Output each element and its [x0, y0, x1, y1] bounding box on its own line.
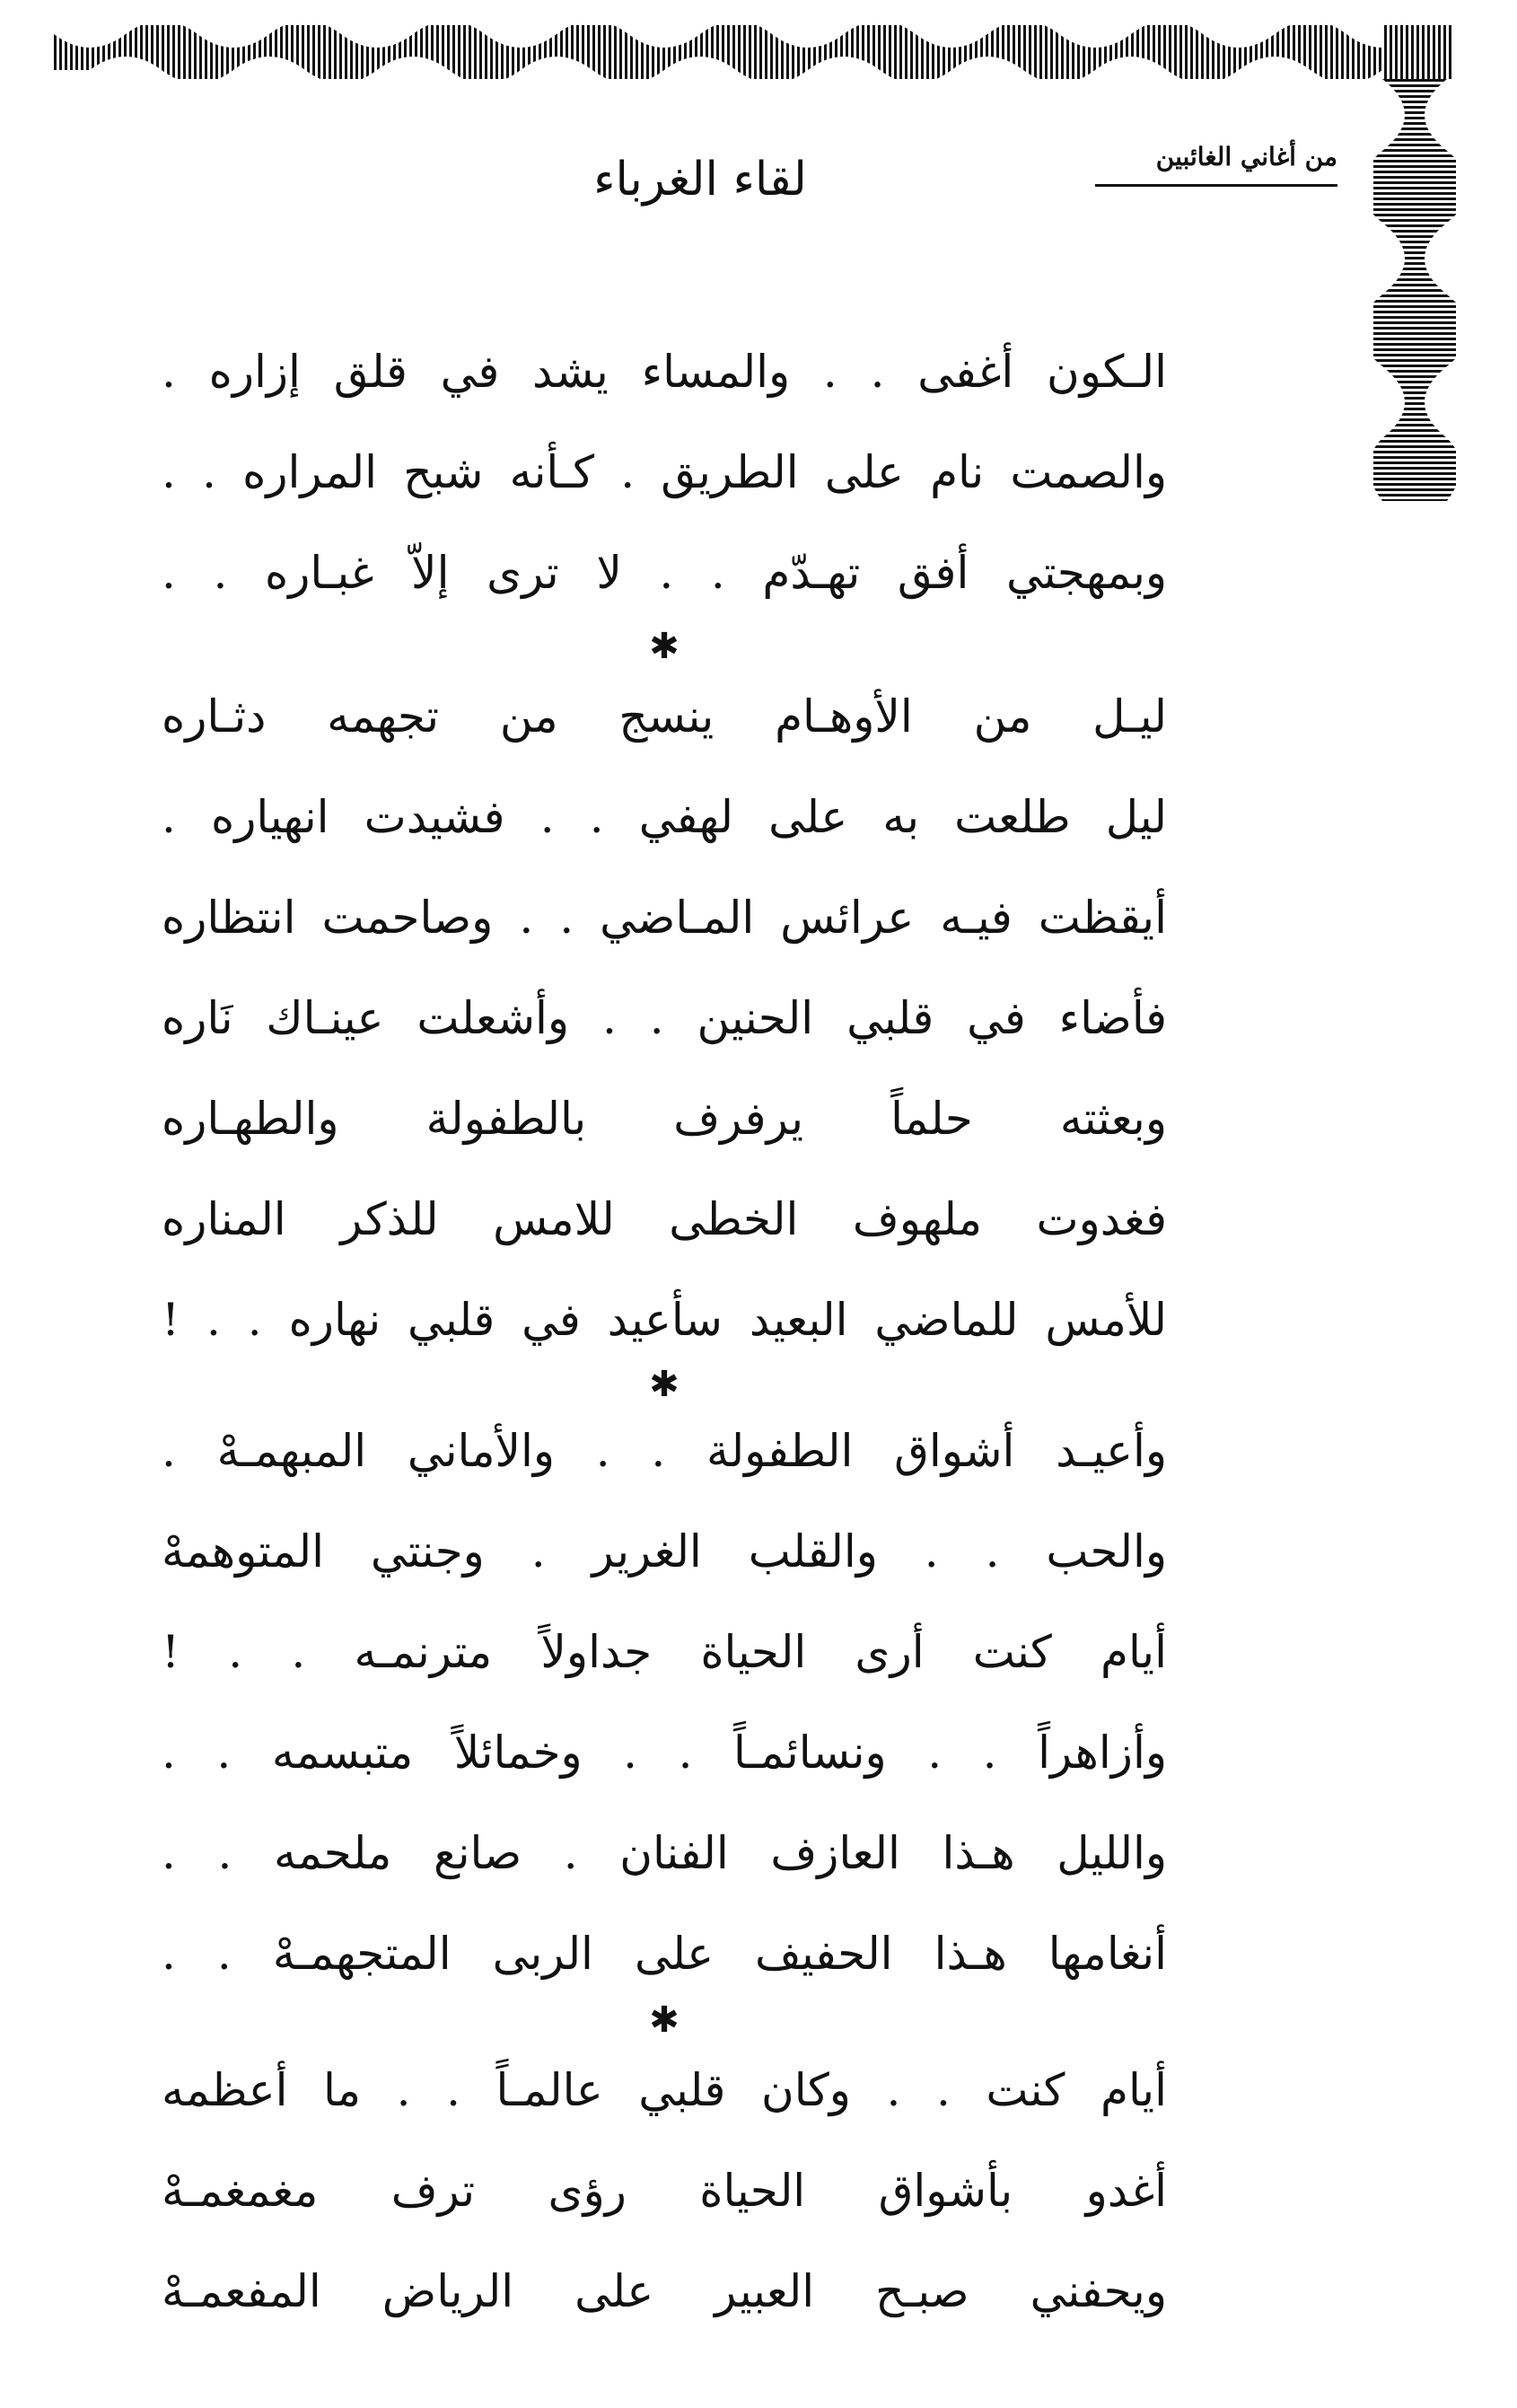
verse-line: أيام كنت . . وكان قلبي عالمـاً . . ما أعظمه: [162, 2064, 1167, 2116]
verse-line: أيقظت فيـه عرائس المـاضي . . وصاحمت انتظاره: [162, 892, 1167, 944]
poem-title: لقاء الغرباء: [593, 153, 807, 207]
top-ornamental-border: [54, 25, 1454, 79]
stanza-separator: ✱: [649, 1999, 680, 2041]
verse-line: وأزاهراً . . ونسائمـاً . . وخمائلاً متبسمه . .: [162, 1727, 1167, 1779]
verse-line: فأضاء في قلبي الحنين . . وأشعلت عينـاك نَاره: [162, 992, 1167, 1044]
verse-line: أغدو بأشواق الحياة رؤى ترف مغمغمـهْ: [162, 2165, 1167, 2217]
verse-line: ويحفني صبـح العبير على الرياض المفعمـهْ: [162, 2265, 1167, 2317]
stanza-1: [162, 321, 1167, 623]
verse-line: ليـل من الأوهـام ينسج من تجهمه دثـاره: [162, 690, 1167, 743]
verse-line: للأمس للماضي البعيد سأعيد في قلبي نهاره . . !: [162, 1294, 1167, 1346]
stanza-separator: ✱: [649, 1364, 680, 1405]
verse-line: وبعثته حلماً يرفرف بالطفولة والطهـاره: [162, 1093, 1167, 1145]
verse-line: والحب . . والقلب الغرير . وجنتي المتوهمهْ: [162, 1525, 1167, 1578]
verse-line: أنغامها هـذا الحفيف على الربى المتجهمـهْ . .: [162, 1928, 1167, 1980]
verse-line: ليل طلعت به على لهفي . . فشيدت انهياره .: [162, 791, 1167, 843]
stanza-2: [162, 666, 1167, 1370]
stanza-separator: ✱: [649, 626, 680, 667]
verse-line: وأعيـد أشواق الطفولة . . والأماني المبهمـهْ .: [162, 1425, 1167, 1477]
side-ornamental-border: [1373, 79, 1456, 501]
stanza-3: [162, 1401, 1167, 2004]
verse-line: فغدوت ملهوف الخطى للامس للذكر المناره: [162, 1193, 1167, 1245]
stanza-4: [162, 2040, 1167, 2342]
running-head: من أغاني الغائبين: [1095, 142, 1337, 187]
verse-line: أيام كنت أرى الحياة جداولاً مترنمـه . . !: [162, 1626, 1167, 1678]
verse-line: والليل هـذا العازف الفنان . صانع ملحمه . .: [162, 1827, 1167, 1879]
verse-line: والصمت نام على الطريق . كـأنه شبح المراره . .: [162, 446, 1167, 498]
verse-line: الـكون أغفى . . والمساء يشد في قلق إزاره .: [162, 346, 1167, 398]
verse-line: وبمهجتي أفق تهـدّم . . لا ترى إلاّ غبـاره . .: [162, 547, 1167, 599]
